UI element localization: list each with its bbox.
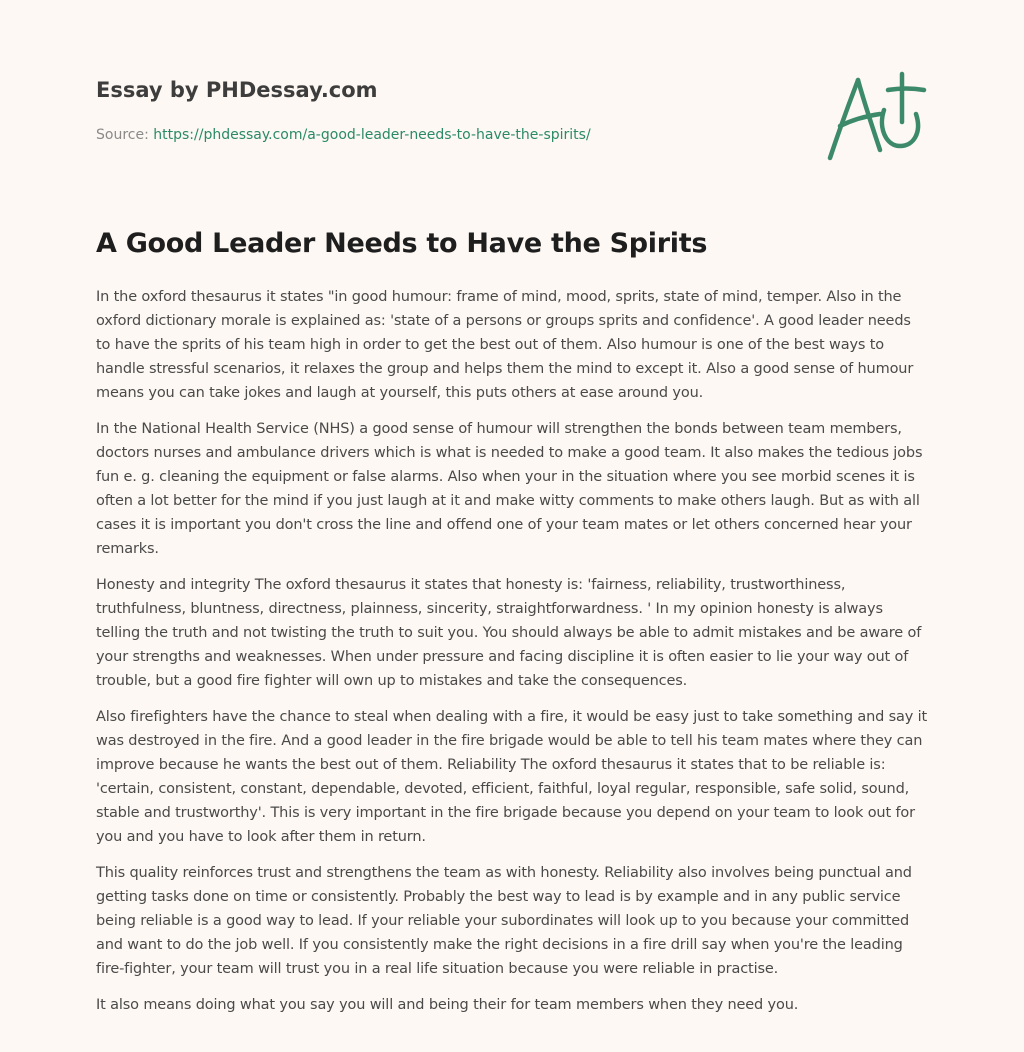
essay-paragraph: In the oxford thesaurus it states "in good humour: frame of mind, mood, sprits, state of mind, temper. Also in the oxford dictionary morale is explained as: 'state of a persons or groups sprits and confidence'. A good leader needs to have the sprits of his team high in order to get the best out of them. Also humour is one of the best ways to handle stressful scenarios, it relaxes the group and helps them the mind to except it. Also a good sense of humour means you can take jokes and laugh at yourself, this puts others at ease around you. — [96, 289, 914, 401]
essay-body — [96, 285, 928, 1029]
page-header — [96, 76, 796, 145]
essay-paragraph: Also firefighters have the chance to steal when dealing with a fire, it would be easy just to take something and say it was destroyed in the fire. And a good leader in the fire brigade would be able to tell his team mates where they can improve because he wants the best out of them. Reliability The oxford thesaurus it states that to be reliable is: 'certain, consistent, constant, dependable, devoted, efficient, faithful, loyal regular, responsible, safe solid, sound, stable and trustworthy'. This is very important in the fire brigade because you depend on your team to look out for you and you have to look after them in return. — [96, 709, 928, 845]
essay-paragraph: This quality reinforces trust and strengthens the team as with honesty. Reliability also involves being punctual and getting tasks done on time or consistently. Probably the best way to lead is by example and in any public service being reliable is a good way to lead. If your reliable your subordinates will look up to you because your committed and want to do the job well. If you consistently make the right decisions in a fire drill say when you're the leading fire-fighter, your team will trust you in a real life situation because you were reliable in practise. — [96, 865, 912, 977]
essay-paragraph: It also means doing what you say you will and being their for team members when they need you. — [96, 997, 799, 1013]
essay-paragraph: Honesty and integrity The oxford thesaurus it states that honesty is: 'fairness, reliability, trustworthiness, truthfulness, bluntness, directness, plainness, sincerity, straightforwardness. ' In my opinion honesty is always telling the truth and not twisting the truth to suit you. You should always be able to admit mistakes and be aware of your strengths and weaknesses. When under pressure and facing discipline it is often easier to lie your way out of trouble, but a good fire fighter will own up to mistakes and take the consequences. — [96, 577, 922, 689]
source-label: Source: — [96, 127, 154, 143]
source-line — [96, 125, 796, 145]
essay-title: A Good Leader Needs to Have the Spirits — [96, 228, 708, 259]
source-link[interactable]: https://phdessay.com/a-good-leader-needs-to-have-the-spirits/ — [153, 127, 591, 143]
site-brand: Essay by PHDessay.com — [96, 78, 378, 102]
a-plus-grade-icon — [818, 64, 938, 174]
essay-paragraph: In the National Health Service (NHS) a good sense of humour will strengthen the bonds between team members, doctors nurses and ambulance drivers which is what is needed to make a good team. It also makes the tedious jobs fun e. g. cleaning the equipment or false alarms. Also when your in the situation where you see morbid scenes it is often a lot better for the mind if you just laugh at it and make witty comments to make others laugh. But as with all cases it is important you don't cross the line and offend one of your team mates or let others concerned hear your remarks. — [96, 421, 923, 557]
